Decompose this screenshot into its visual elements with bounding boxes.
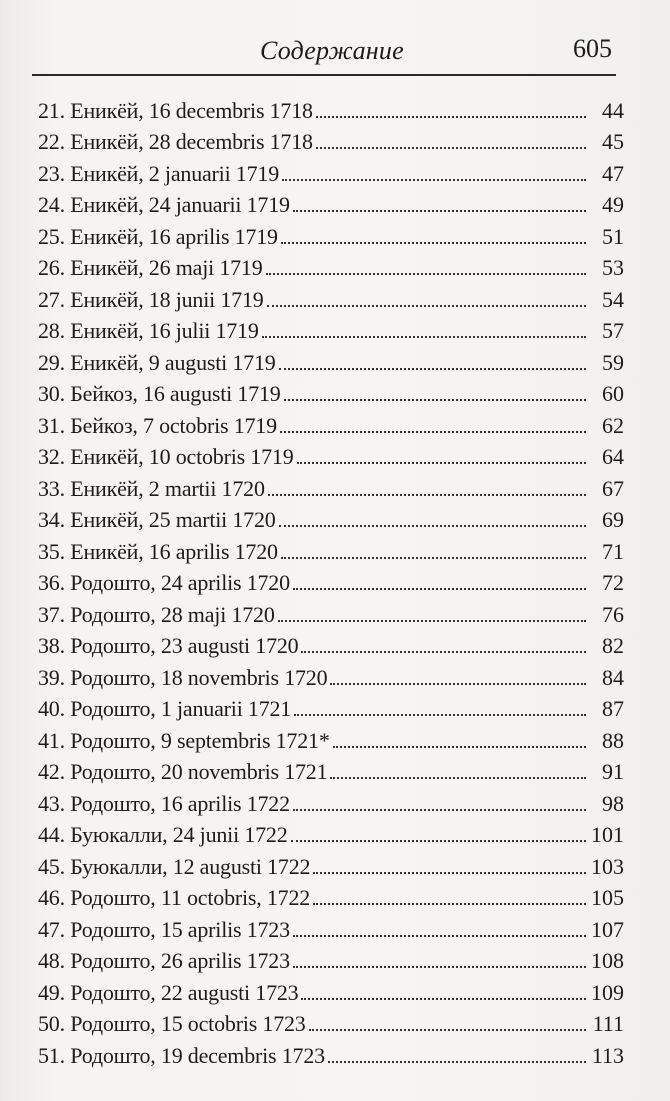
- toc-entry: [38, 690, 624, 722]
- toc-entry-label: 23. Еникёй, 2 januarii 1719: [38, 160, 280, 186]
- toc-leader-dots: [330, 777, 586, 779]
- toc-entry-page: 47: [602, 160, 624, 186]
- toc-entry-label: 26. Еникёй, 26 maji 1719: [38, 255, 263, 280]
- toc-entry-page: 60: [602, 381, 624, 406]
- toc-entry-page: 91: [602, 759, 624, 784]
- toc-leader-dots: [293, 966, 586, 968]
- toc-entry-label: 22. Еникёй, 28 decembris 1718: [38, 129, 313, 154]
- toc-entry-page: 103: [591, 853, 624, 879]
- toc-entry-page: 59: [602, 349, 624, 375]
- toc-entry-label: 28. Еникёй, 16 julii 1719: [38, 318, 259, 343]
- toc-leader-dots: [333, 746, 586, 748]
- toc-entry-label: 46. Родошто, 11 octobris, 1722: [38, 885, 311, 910]
- toc-leader-dots: [309, 1029, 586, 1031]
- toc-entry-page: 76: [602, 601, 624, 627]
- toc-leader-dots: [294, 714, 586, 716]
- toc-entry-label: 38. Родошто, 23 augusti 1720: [38, 633, 299, 658]
- toc-entry: [38, 942, 624, 974]
- toc-entry-page: 87: [602, 696, 624, 721]
- toc-entry: [38, 217, 624, 249]
- toc-entry-page: 108: [591, 948, 624, 973]
- toc-entry-label: 32. Еникёй, 10 octobris 1719: [38, 444, 294, 469]
- toc-entry-label: 27. Еникёй, 18 junii 1719: [38, 286, 264, 312]
- toc-entry: [38, 595, 624, 627]
- toc-entry: [38, 469, 624, 501]
- toc-entry: [38, 532, 624, 564]
- toc-entry: [38, 847, 624, 879]
- header-page-number: 605: [573, 34, 612, 63]
- toc-entry: [38, 564, 624, 596]
- running-header: [32, 30, 616, 72]
- toc-entry-label: 44. Буюкалли, 24 junii 1722: [38, 822, 288, 847]
- toc-leader-dots: [293, 809, 586, 811]
- toc-entry-page: 67: [602, 475, 624, 501]
- toc-leader-dots: [282, 179, 586, 181]
- toc-entry-label: 51. Родошто, 19 decembris 1723: [38, 1042, 325, 1068]
- toc-entry-label: 39. Родошто, 18 novembris 1720: [38, 664, 328, 690]
- toc-leader-dots: [330, 683, 586, 685]
- toc-entry-page: 88: [602, 727, 624, 753]
- toc-entry: [38, 123, 624, 155]
- toc-leader-dots: [301, 651, 586, 653]
- toc-entry: [38, 910, 624, 942]
- toc-entry-page: 105: [591, 885, 624, 910]
- toc-entry-label: 35. Еникёй, 16 aprilis 1720: [38, 538, 278, 564]
- toc-entry-page: 51: [602, 223, 624, 249]
- toc-entry-page: 113: [591, 1042, 624, 1068]
- toc-entry-label: 34. Еникёй, 25 martii 1720: [38, 507, 276, 532]
- toc-entry-page: 62: [602, 412, 624, 438]
- toc-entry-page: 107: [591, 916, 624, 942]
- toc-entry-label: 42. Родошто, 20 novembris 1721: [38, 759, 328, 784]
- toc-entry-page: 98: [602, 790, 624, 816]
- toc-entry: [38, 816, 624, 848]
- toc-entry-page: 72: [602, 570, 624, 595]
- toc-entry-page: 109: [591, 979, 624, 1005]
- toc-leader-dots: [293, 935, 586, 937]
- toc-leader-dots: [280, 431, 586, 433]
- toc-leader-dots: [293, 588, 586, 590]
- toc-entry: [38, 721, 624, 753]
- toc-entry: [38, 249, 624, 281]
- toc-leader-dots: [316, 147, 586, 149]
- toc-entry-label: 30. Бейкоз, 16 augusti 1719: [38, 381, 281, 406]
- toc-entry-page: 54: [602, 286, 624, 312]
- toc-entry-label: 45. Буюкалли, 12 augusti 1722: [38, 853, 311, 879]
- toc-entry: [38, 343, 624, 375]
- toc-entry-page: 111: [592, 1011, 624, 1036]
- toc-leader-dots: [268, 494, 586, 496]
- toc-leader-dots: [316, 116, 586, 118]
- toc-entry-page: 69: [602, 507, 624, 532]
- toc-leader-dots: [313, 903, 586, 905]
- toc-entry: [38, 973, 624, 1005]
- toc-entry-page: 57: [602, 318, 624, 343]
- toc-entry-page: 101: [591, 822, 624, 847]
- toc-entry-label: 47. Родошто, 15 aprilis 1723: [38, 916, 290, 942]
- toc-entry-page: 64: [602, 444, 624, 469]
- toc-entry: [38, 154, 624, 186]
- toc-leader-dots: [291, 840, 586, 842]
- toc-entry: [38, 186, 624, 218]
- toc-entry: [38, 91, 624, 123]
- toc-leader-dots: [262, 336, 586, 338]
- toc-entry-label: 25. Еникёй, 16 aprilis 1719: [38, 223, 278, 249]
- toc-entry-page: 71: [602, 538, 624, 564]
- toc-entry-label: 41. Родошто, 9 septembris 1721*: [38, 727, 330, 753]
- toc-entry: [38, 312, 624, 344]
- toc-leader-dots: [281, 242, 586, 244]
- toc-entry-page: 49: [602, 192, 624, 217]
- toc-entry-label: 43. Родошто, 16 aprilis 1722: [38, 790, 290, 816]
- toc-entry: [38, 501, 624, 533]
- toc-entry: [38, 438, 624, 470]
- toc-leader-dots: [279, 525, 586, 527]
- toc-entry: [38, 375, 624, 407]
- toc-entry: [38, 753, 624, 785]
- toc-leader-dots: [266, 273, 586, 275]
- toc-entry: [38, 1005, 624, 1037]
- header-rule: [32, 74, 616, 76]
- toc-entry-page: 53: [602, 255, 624, 280]
- toc-entry-page: 44: [602, 97, 624, 123]
- header-title: Содержание: [260, 36, 404, 65]
- toc-leader-dots: [278, 620, 586, 622]
- toc-entry: [38, 658, 624, 690]
- toc-entry-page: 82: [602, 633, 624, 658]
- toc-leader-dots: [267, 305, 586, 307]
- toc-entry-label: 50. Родошто, 15 octobris 1723: [38, 1011, 306, 1036]
- toc-leader-dots: [293, 210, 586, 212]
- toc-entry-label: 21. Еникёй, 16 decembris 1718: [38, 97, 313, 123]
- toc-entry: [38, 1036, 624, 1068]
- toc-entry: [38, 280, 624, 312]
- toc-entry-label: 33. Еникёй, 2 martii 1720: [38, 475, 265, 501]
- toc-entry: [38, 784, 624, 816]
- toc-entry-label: 40. Родошто, 1 januarii 1721: [38, 696, 292, 721]
- table-of-contents: [38, 91, 624, 1068]
- toc-entry-label: 24. Еникёй, 24 januarii 1719: [38, 192, 290, 217]
- toc-leader-dots: [281, 557, 586, 559]
- toc-leader-dots: [297, 462, 587, 464]
- toc-entry: [38, 879, 624, 911]
- toc-leader-dots: [328, 1061, 586, 1063]
- toc-entry-label: 48. Родошто, 26 aprilis 1723: [38, 948, 290, 973]
- toc-entry-page: 45: [602, 129, 624, 154]
- toc-entry-page: 84: [602, 664, 624, 690]
- toc-entry-label: 37. Родошто, 28 maji 1720: [38, 601, 275, 627]
- toc-entry-label: 36. Родошто, 24 aprilis 1720: [38, 570, 290, 595]
- toc-leader-dots: [284, 399, 586, 401]
- toc-leader-dots: [279, 368, 586, 370]
- toc-entry-label: 49. Родошто, 22 augusti 1723: [38, 979, 299, 1005]
- toc-entry: [38, 406, 624, 438]
- toc-entry-label: 29. Еникёй, 9 augusti 1719: [38, 349, 276, 375]
- toc-leader-dots: [301, 998, 586, 1000]
- toc-entry: [38, 627, 624, 659]
- toc-entry-label: 31. Бейкоз, 7 octobris 1719: [38, 412, 277, 438]
- toc-leader-dots: [313, 872, 586, 874]
